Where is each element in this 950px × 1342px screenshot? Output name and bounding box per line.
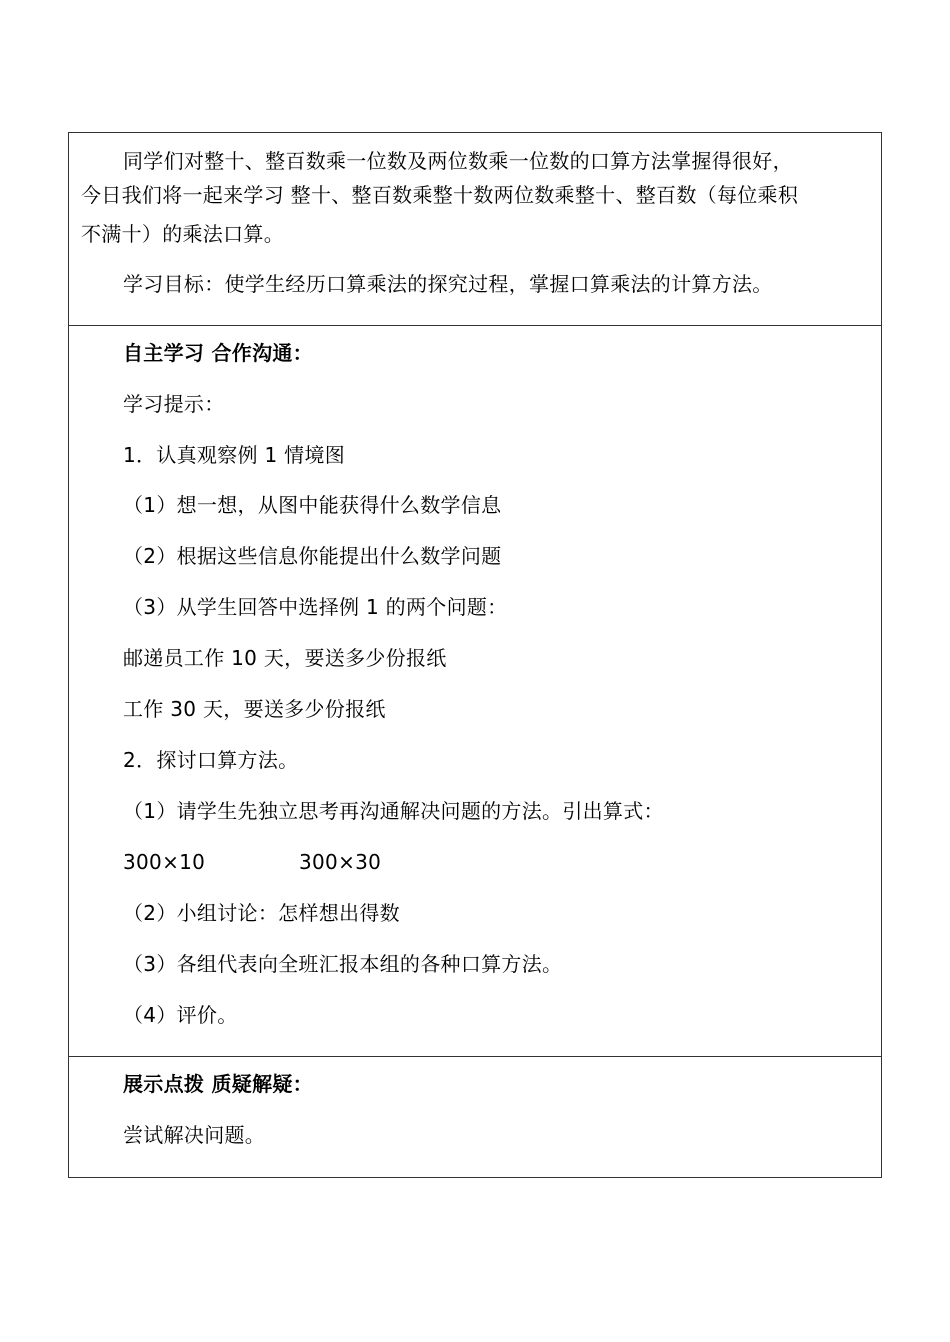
presentation-heading: 展示点拨 质疑解疑： [123,1072,313,1096]
self-study-section [69,326,881,1057]
step-2-2: （2）小组讨论：怎样想出得数 [123,901,400,925]
step-2-4: （4）评价。 [123,1003,238,1027]
formula-1: 300×10 [123,850,206,874]
question-1: 邮递员工作 10 天，要送多少份报纸 [123,646,447,670]
presentation-section [69,1057,881,1177]
step-2-1: （1）请学生先独立思考再沟通解决问题的方法。引出算式： [123,799,664,823]
step-2-3: （3）各组代表向全班汇报本组的各种口算方法。 [123,952,563,976]
question-2: 工作 30 天，要送多少份报纸 [123,697,386,721]
intro-paragraph-line-3: 不满十）的乘法口算。 [81,222,284,246]
formula-2: 300×30 [299,850,382,874]
intro-section [69,133,881,326]
self-study-heading: 自主学习 合作沟通： [123,341,313,365]
lesson-table [68,132,882,1178]
intro-paragraph-line-1: 同学们对整十、整百数乘一位数及两位数乘一位数的口算方法掌握得很好， [123,149,793,173]
presentation-text: 尝试解决问题。 [123,1123,266,1147]
step-1: 1．认真观察例 1 情境图 [123,443,346,467]
step-1-1: （1）想一想，从图中能获得什么数学信息 [123,493,502,517]
intro-paragraph-line-2: 今日我们将一起来学习 整十、整百数乘整十数两位数乘整十、整百数（每位乘积 [81,183,799,207]
learning-objective: 学习目标：使学生经历口算乘法的探究过程，掌握口算乘法的计算方法。 [123,272,773,296]
step-1-3: （3）从学生回答中选择例 1 的两个问题： [123,595,508,619]
step-1-2: （2）根据这些信息你能提出什么数学问题 [123,544,502,568]
step-2: 2．探讨口算方法。 [123,748,299,772]
formula-row [123,850,382,874]
hint-label: 学习提示： [123,392,225,416]
